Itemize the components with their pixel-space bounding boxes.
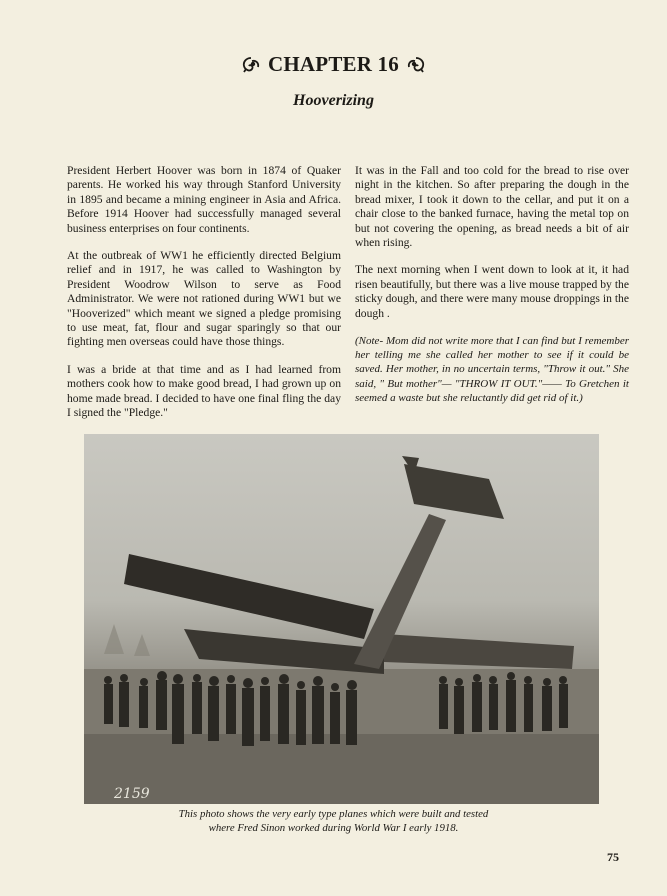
chapter-title: CHAPTER 16 xyxy=(268,52,399,76)
editor-note: (Note- Mom did not write more that I can find but I remember her telling me she called her mother to see if it could be saved. Her mother, in no uncertain terms, "Throw it out." She said, " But mother"— "THROW IT OUT."—— To Gretchen it seemed a waste but she reluctantly did get rid of it.) xyxy=(355,335,629,404)
paragraph: President Herbert Hoover was born in 1874 of Quaker parents. He worked his way through Stanford University in 1895 and became a mining engineer in Asia and Africa. Before 1914 Hoover had successfully managed several business enterprises on four continents. xyxy=(67,164,341,235)
crashed-biplane-photo xyxy=(84,434,599,804)
fleuron-right-icon xyxy=(407,57,425,73)
chapter-heading xyxy=(0,52,667,77)
page-number: 75 xyxy=(607,850,619,864)
paragraph: At the outbreak of WW1 he efficiently directed Belgium relief and in 1917, he was called to Washington by President Woodrow Wilson to serve as Food Administrator. We were not rationed during WW1 but we "Hooverized" which meant we signed a pledge promising to use meat, fat, flour and sugar sparingly so that our fighting men overseas could have those things. xyxy=(67,249,341,349)
negative-number: 2159 xyxy=(114,786,150,802)
caption-line: where Fred Sinon worked during World War I early 1918. xyxy=(208,821,459,834)
photo-illustration xyxy=(84,434,599,804)
right-column xyxy=(355,164,629,418)
paragraph: The next morning when I went down to look at it, it had risen beautifully, but there was a live mouse trapped by the sticky dough, and there were many mouse droppings in the dough . xyxy=(355,263,629,320)
fleuron-left-icon xyxy=(242,57,260,73)
paragraph: It was in the Fall and too cold for the bread to rise over night in the kitchen. So after preparing the dough in the bread mixer, I took it down to the cellar, and put it on a chair close to the banked furnace, having the metal top on but not covering the opening, as bread needs a bit of air when rising. xyxy=(355,164,629,250)
caption-line: This photo shows the very early type planes which were built and tested xyxy=(178,808,489,820)
chapter-subtitle: Hooverizing xyxy=(293,92,374,109)
left-column xyxy=(67,164,341,434)
photo-caption xyxy=(0,808,667,835)
paragraph: I was a bride at that time and as I had learned from mothers cook how to make good bread, I had grown up on home made bread. I decided to have one final fling the day I signed the "Pledge." xyxy=(67,362,341,420)
